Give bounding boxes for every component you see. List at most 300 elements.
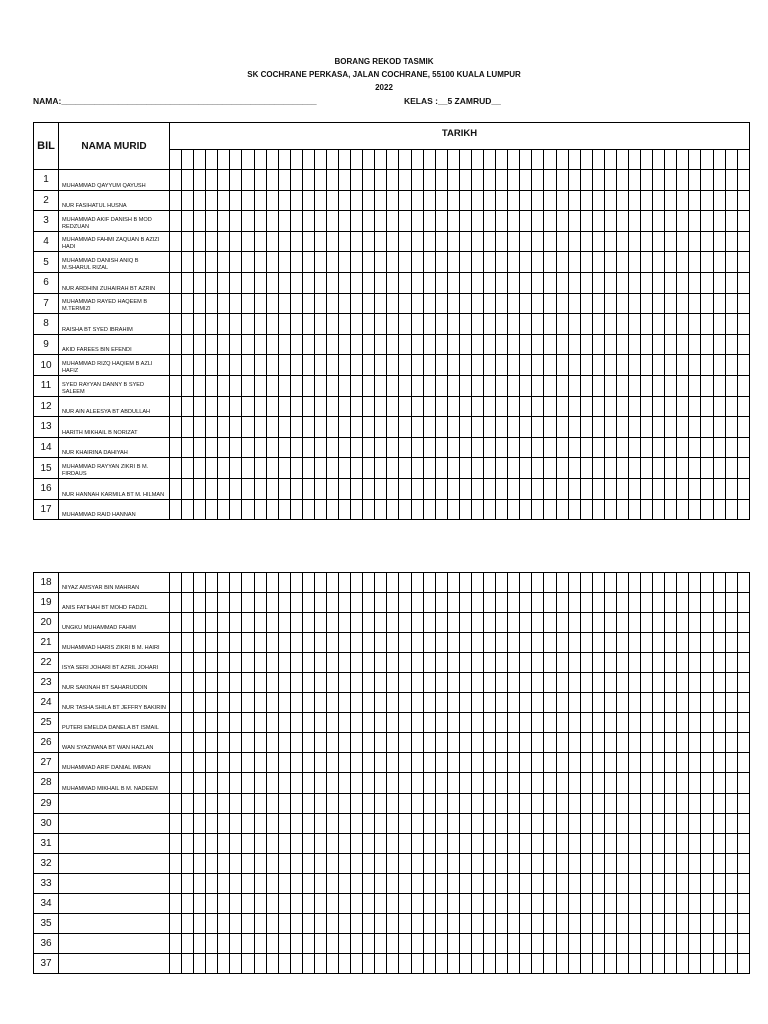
tasmik-date-cell[interactable] [206,813,218,833]
tasmik-date-cell[interactable] [242,499,254,520]
tasmik-date-cell[interactable] [218,653,230,673]
tasmik-date-cell[interactable] [399,873,411,893]
date-header-cell[interactable] [713,150,725,170]
date-header-cell[interactable] [375,150,387,170]
tasmik-date-cell[interactable] [230,933,242,953]
tasmik-date-cell[interactable] [592,170,604,191]
tasmik-date-cell[interactable] [725,314,737,335]
tasmik-date-cell[interactable] [641,458,653,479]
tasmik-date-cell[interactable] [737,873,749,893]
tasmik-date-cell[interactable] [206,458,218,479]
tasmik-date-cell[interactable] [206,633,218,653]
tasmik-date-cell[interactable] [665,334,677,355]
tasmik-date-cell[interactable] [387,375,399,396]
tasmik-date-cell[interactable] [628,334,640,355]
tasmik-date-cell[interactable] [520,478,532,499]
date-header-cell[interactable] [302,150,314,170]
tasmik-date-cell[interactable] [182,813,194,833]
tasmik-date-cell[interactable] [471,813,483,833]
tasmik-date-cell[interactable] [170,853,182,873]
tasmik-date-cell[interactable] [411,355,423,376]
tasmik-date-cell[interactable] [327,396,339,417]
tasmik-date-cell[interactable] [218,853,230,873]
tasmik-date-cell[interactable] [435,653,447,673]
tasmik-date-cell[interactable] [556,573,568,593]
tasmik-date-cell[interactable] [508,334,520,355]
tasmik-date-cell[interactable] [206,653,218,673]
tasmik-date-cell[interactable] [375,913,387,933]
tasmik-date-cell[interactable] [290,873,302,893]
tasmik-date-cell[interactable] [423,417,435,438]
tasmik-date-cell[interactable] [218,813,230,833]
tasmik-date-cell[interactable] [278,458,290,479]
tasmik-date-cell[interactable] [278,833,290,853]
date-header-cell[interactable] [278,150,290,170]
tasmik-date-cell[interactable] [580,314,592,335]
tasmik-date-cell[interactable] [447,478,459,499]
tasmik-date-cell[interactable] [351,913,363,933]
tasmik-date-cell[interactable] [665,293,677,314]
tasmik-date-cell[interactable] [302,753,314,773]
tasmik-date-cell[interactable] [302,853,314,873]
tasmik-date-cell[interactable] [339,653,351,673]
tasmik-date-cell[interactable] [327,953,339,973]
tasmik-date-cell[interactable] [351,211,363,232]
tasmik-date-cell[interactable] [290,813,302,833]
tasmik-date-cell[interactable] [218,673,230,693]
tasmik-date-cell[interactable] [375,933,387,953]
tasmik-date-cell[interactable] [713,873,725,893]
tasmik-date-cell[interactable] [182,314,194,335]
tasmik-date-cell[interactable] [411,813,423,833]
tasmik-date-cell[interactable] [628,773,640,793]
tasmik-date-cell[interactable] [689,293,701,314]
tasmik-date-cell[interactable] [568,211,580,232]
tasmik-date-cell[interactable] [701,913,713,933]
tasmik-date-cell[interactable] [616,693,628,713]
tasmik-date-cell[interactable] [701,833,713,853]
tasmik-date-cell[interactable] [459,773,471,793]
tasmik-date-cell[interactable] [628,437,640,458]
tasmik-date-cell[interactable] [677,713,689,733]
tasmik-date-cell[interactable] [447,437,459,458]
tasmik-date-cell[interactable] [266,231,278,252]
tasmik-date-cell[interactable] [182,170,194,191]
tasmik-date-cell[interactable] [206,953,218,973]
tasmik-date-cell[interactable] [568,396,580,417]
tasmik-date-cell[interactable] [508,653,520,673]
tasmik-date-cell[interactable] [725,613,737,633]
tasmik-date-cell[interactable] [375,375,387,396]
tasmik-date-cell[interactable] [278,231,290,252]
tasmik-date-cell[interactable] [230,913,242,933]
tasmik-date-cell[interactable] [411,893,423,913]
tasmik-date-cell[interactable] [568,437,580,458]
tasmik-date-cell[interactable] [230,252,242,273]
tasmik-date-cell[interactable] [725,252,737,273]
tasmik-date-cell[interactable] [242,396,254,417]
tasmik-date-cell[interactable] [532,573,544,593]
tasmik-date-cell[interactable] [447,833,459,853]
tasmik-date-cell[interactable] [363,793,375,813]
tasmik-date-cell[interactable] [689,693,701,713]
tasmik-date-cell[interactable] [508,613,520,633]
tasmik-date-cell[interactable] [278,673,290,693]
tasmik-date-cell[interactable] [302,437,314,458]
tasmik-date-cell[interactable] [182,293,194,314]
tasmik-date-cell[interactable] [713,733,725,753]
tasmik-date-cell[interactable] [447,933,459,953]
tasmik-date-cell[interactable] [375,499,387,520]
tasmik-date-cell[interactable] [290,893,302,913]
tasmik-date-cell[interactable] [520,953,532,973]
tasmik-date-cell[interactable] [508,252,520,273]
tasmik-date-cell[interactable] [459,478,471,499]
tasmik-date-cell[interactable] [447,334,459,355]
tasmik-date-cell[interactable] [363,753,375,773]
tasmik-date-cell[interactable] [616,653,628,673]
tasmik-date-cell[interactable] [641,813,653,833]
tasmik-date-cell[interactable] [677,314,689,335]
tasmik-date-cell[interactable] [532,713,544,733]
tasmik-date-cell[interactable] [592,478,604,499]
tasmik-date-cell[interactable] [302,499,314,520]
tasmik-date-cell[interactable] [628,293,640,314]
tasmik-date-cell[interactable] [170,953,182,973]
tasmik-date-cell[interactable] [170,499,182,520]
tasmik-date-cell[interactable] [641,375,653,396]
tasmik-date-cell[interactable] [689,231,701,252]
tasmik-date-cell[interactable] [242,252,254,273]
tasmik-date-cell[interactable] [290,933,302,953]
tasmik-date-cell[interactable] [568,793,580,813]
tasmik-date-cell[interactable] [254,633,266,653]
tasmik-date-cell[interactable] [423,933,435,953]
tasmik-date-cell[interactable] [604,293,616,314]
tasmik-date-cell[interactable] [339,853,351,873]
tasmik-date-cell[interactable] [339,355,351,376]
tasmik-date-cell[interactable] [363,933,375,953]
tasmik-date-cell[interactable] [496,593,508,613]
tasmik-date-cell[interactable] [641,417,653,438]
tasmik-date-cell[interactable] [327,355,339,376]
tasmik-date-cell[interactable] [520,170,532,191]
tasmik-date-cell[interactable] [363,633,375,653]
tasmik-date-cell[interactable] [737,190,749,211]
tasmik-date-cell[interactable] [701,293,713,314]
tasmik-date-cell[interactable] [556,478,568,499]
tasmik-date-cell[interactable] [206,499,218,520]
tasmik-date-cell[interactable] [206,573,218,593]
tasmik-date-cell[interactable] [387,314,399,335]
tasmik-date-cell[interactable] [170,713,182,733]
tasmik-date-cell[interactable] [387,813,399,833]
tasmik-date-cell[interactable] [484,437,496,458]
tasmik-date-cell[interactable] [278,437,290,458]
tasmik-date-cell[interactable] [278,853,290,873]
tasmik-date-cell[interactable] [230,272,242,293]
tasmik-date-cell[interactable] [339,953,351,973]
tasmik-date-cell[interactable] [725,913,737,933]
tasmik-date-cell[interactable] [339,190,351,211]
tasmik-date-cell[interactable] [580,355,592,376]
tasmik-date-cell[interactable] [182,437,194,458]
tasmik-date-cell[interactable] [242,190,254,211]
tasmik-date-cell[interactable] [194,458,206,479]
date-header-cell[interactable] [520,150,532,170]
tasmik-date-cell[interactable] [278,773,290,793]
tasmik-date-cell[interactable] [230,417,242,438]
tasmik-date-cell[interactable] [399,693,411,713]
tasmik-date-cell[interactable] [254,334,266,355]
tasmik-date-cell[interactable] [592,252,604,273]
tasmik-date-cell[interactable] [302,272,314,293]
tasmik-date-cell[interactable] [544,793,556,813]
tasmik-date-cell[interactable] [604,653,616,673]
tasmik-date-cell[interactable] [653,733,665,753]
tasmik-date-cell[interactable] [375,334,387,355]
tasmik-date-cell[interactable] [339,396,351,417]
tasmik-date-cell[interactable] [737,499,749,520]
tasmik-date-cell[interactable] [230,478,242,499]
tasmik-date-cell[interactable] [170,478,182,499]
tasmik-date-cell[interactable] [701,713,713,733]
tasmik-date-cell[interactable] [737,813,749,833]
tasmik-date-cell[interactable] [604,355,616,376]
tasmik-date-cell[interactable] [254,375,266,396]
tasmik-date-cell[interactable] [713,713,725,733]
tasmik-date-cell[interactable] [182,458,194,479]
tasmik-date-cell[interactable] [314,231,326,252]
tasmik-date-cell[interactable] [218,933,230,953]
tasmik-date-cell[interactable] [375,833,387,853]
tasmik-date-cell[interactable] [484,573,496,593]
tasmik-date-cell[interactable] [363,833,375,853]
tasmik-date-cell[interactable] [665,252,677,273]
tasmik-date-cell[interactable] [665,633,677,653]
tasmik-date-cell[interactable] [508,593,520,613]
tasmik-date-cell[interactable] [254,293,266,314]
tasmik-date-cell[interactable] [737,613,749,633]
tasmik-date-cell[interactable] [508,211,520,232]
tasmik-date-cell[interactable] [737,396,749,417]
tasmik-date-cell[interactable] [266,334,278,355]
tasmik-date-cell[interactable] [665,753,677,773]
tasmik-date-cell[interactable] [314,252,326,273]
tasmik-date-cell[interactable] [290,314,302,335]
tasmik-date-cell[interactable] [266,753,278,773]
tasmik-date-cell[interactable] [351,170,363,191]
tasmik-date-cell[interactable] [628,853,640,873]
tasmik-date-cell[interactable] [194,633,206,653]
tasmik-date-cell[interactable] [508,833,520,853]
tasmik-date-cell[interactable] [580,913,592,933]
tasmik-date-cell[interactable] [532,396,544,417]
tasmik-date-cell[interactable] [628,499,640,520]
tasmik-date-cell[interactable] [363,593,375,613]
tasmik-date-cell[interactable] [496,653,508,673]
tasmik-date-cell[interactable] [435,633,447,653]
tasmik-date-cell[interactable] [290,693,302,713]
tasmik-date-cell[interactable] [363,813,375,833]
tasmik-date-cell[interactable] [689,593,701,613]
tasmik-date-cell[interactable] [737,375,749,396]
tasmik-date-cell[interactable] [351,499,363,520]
tasmik-date-cell[interactable] [290,613,302,633]
tasmik-date-cell[interactable] [194,873,206,893]
tasmik-date-cell[interactable] [423,355,435,376]
tasmik-date-cell[interactable] [423,170,435,191]
tasmik-date-cell[interactable] [290,293,302,314]
tasmik-date-cell[interactable] [701,613,713,633]
tasmik-date-cell[interactable] [592,573,604,593]
tasmik-date-cell[interactable] [665,396,677,417]
date-header-cell[interactable] [580,150,592,170]
tasmik-date-cell[interactable] [314,913,326,933]
tasmik-date-cell[interactable] [375,613,387,633]
tasmik-date-cell[interactable] [218,833,230,853]
tasmik-date-cell[interactable] [399,190,411,211]
tasmik-date-cell[interactable] [339,833,351,853]
tasmik-date-cell[interactable] [363,893,375,913]
tasmik-date-cell[interactable] [556,673,568,693]
tasmik-date-cell[interactable] [351,693,363,713]
tasmik-date-cell[interactable] [387,478,399,499]
tasmik-date-cell[interactable] [206,293,218,314]
tasmik-date-cell[interactable] [689,396,701,417]
tasmik-date-cell[interactable] [254,813,266,833]
tasmik-date-cell[interactable] [290,793,302,813]
tasmik-date-cell[interactable] [447,733,459,753]
tasmik-date-cell[interactable] [423,653,435,673]
tasmik-date-cell[interactable] [604,478,616,499]
tasmik-date-cell[interactable] [556,833,568,853]
tasmik-date-cell[interactable] [604,458,616,479]
tasmik-date-cell[interactable] [351,396,363,417]
tasmik-date-cell[interactable] [194,252,206,273]
tasmik-date-cell[interactable] [302,573,314,593]
tasmik-date-cell[interactable] [508,499,520,520]
tasmik-date-cell[interactable] [604,170,616,191]
tasmik-date-cell[interactable] [194,375,206,396]
tasmik-date-cell[interactable] [399,653,411,673]
tasmik-date-cell[interactable] [508,272,520,293]
tasmik-date-cell[interactable] [435,499,447,520]
tasmik-date-cell[interactable] [375,593,387,613]
tasmik-date-cell[interactable] [665,813,677,833]
tasmik-date-cell[interactable] [725,334,737,355]
tasmik-date-cell[interactable] [411,170,423,191]
tasmik-date-cell[interactable] [206,211,218,232]
tasmik-date-cell[interactable] [290,211,302,232]
tasmik-date-cell[interactable] [568,272,580,293]
tasmik-date-cell[interactable] [592,813,604,833]
tasmik-date-cell[interactable] [314,713,326,733]
tasmik-date-cell[interactable] [290,753,302,773]
tasmik-date-cell[interactable] [411,673,423,693]
tasmik-date-cell[interactable] [471,293,483,314]
tasmik-date-cell[interactable] [677,813,689,833]
date-header-cell[interactable] [230,150,242,170]
tasmik-date-cell[interactable] [701,231,713,252]
tasmik-date-cell[interactable] [592,417,604,438]
tasmik-date-cell[interactable] [375,231,387,252]
tasmik-date-cell[interactable] [327,334,339,355]
tasmik-date-cell[interactable] [387,713,399,733]
tasmik-date-cell[interactable] [544,211,556,232]
tasmik-date-cell[interactable] [351,793,363,813]
tasmik-date-cell[interactable] [520,593,532,613]
tasmik-date-cell[interactable] [302,953,314,973]
tasmik-date-cell[interactable] [206,933,218,953]
tasmik-date-cell[interactable] [399,713,411,733]
tasmik-date-cell[interactable] [508,893,520,913]
tasmik-date-cell[interactable] [665,593,677,613]
tasmik-date-cell[interactable] [447,893,459,913]
tasmik-date-cell[interactable] [351,272,363,293]
date-header-cell[interactable] [568,150,580,170]
tasmik-date-cell[interactable] [665,653,677,673]
tasmik-date-cell[interactable] [532,211,544,232]
tasmik-date-cell[interactable] [411,853,423,873]
tasmik-date-cell[interactable] [725,190,737,211]
tasmik-date-cell[interactable] [375,478,387,499]
tasmik-date-cell[interactable] [484,893,496,913]
tasmik-date-cell[interactable] [508,573,520,593]
tasmik-date-cell[interactable] [496,499,508,520]
tasmik-date-cell[interactable] [508,396,520,417]
tasmik-date-cell[interactable] [182,933,194,953]
tasmik-date-cell[interactable] [218,211,230,232]
tasmik-date-cell[interactable] [725,375,737,396]
tasmik-date-cell[interactable] [471,355,483,376]
tasmik-date-cell[interactable] [604,873,616,893]
tasmik-date-cell[interactable] [182,478,194,499]
tasmik-date-cell[interactable] [363,773,375,793]
tasmik-date-cell[interactable] [520,355,532,376]
tasmik-date-cell[interactable] [520,211,532,232]
tasmik-date-cell[interactable] [290,499,302,520]
tasmik-date-cell[interactable] [363,499,375,520]
tasmik-date-cell[interactable] [568,953,580,973]
tasmik-date-cell[interactable] [375,437,387,458]
tasmik-date-cell[interactable] [508,873,520,893]
tasmik-date-cell[interactable] [592,499,604,520]
tasmik-date-cell[interactable] [327,933,339,953]
tasmik-date-cell[interactable] [604,593,616,613]
tasmik-date-cell[interactable] [604,633,616,653]
tasmik-date-cell[interactable] [520,733,532,753]
tasmik-date-cell[interactable] [339,334,351,355]
tasmik-date-cell[interactable] [206,853,218,873]
tasmik-date-cell[interactable] [375,252,387,273]
tasmik-date-cell[interactable] [484,170,496,191]
tasmik-date-cell[interactable] [363,613,375,633]
tasmik-date-cell[interactable] [568,314,580,335]
tasmik-date-cell[interactable] [230,853,242,873]
tasmik-date-cell[interactable] [435,231,447,252]
tasmik-date-cell[interactable] [266,293,278,314]
tasmik-date-cell[interactable] [194,933,206,953]
nama-field[interactable]: NAMA:______________________________________________________ [33,96,317,106]
tasmik-date-cell[interactable] [677,396,689,417]
tasmik-date-cell[interactable] [604,673,616,693]
tasmik-date-cell[interactable] [689,458,701,479]
date-header-cell[interactable] [677,150,689,170]
tasmik-date-cell[interactable] [230,693,242,713]
tasmik-date-cell[interactable] [628,673,640,693]
tasmik-date-cell[interactable] [544,375,556,396]
